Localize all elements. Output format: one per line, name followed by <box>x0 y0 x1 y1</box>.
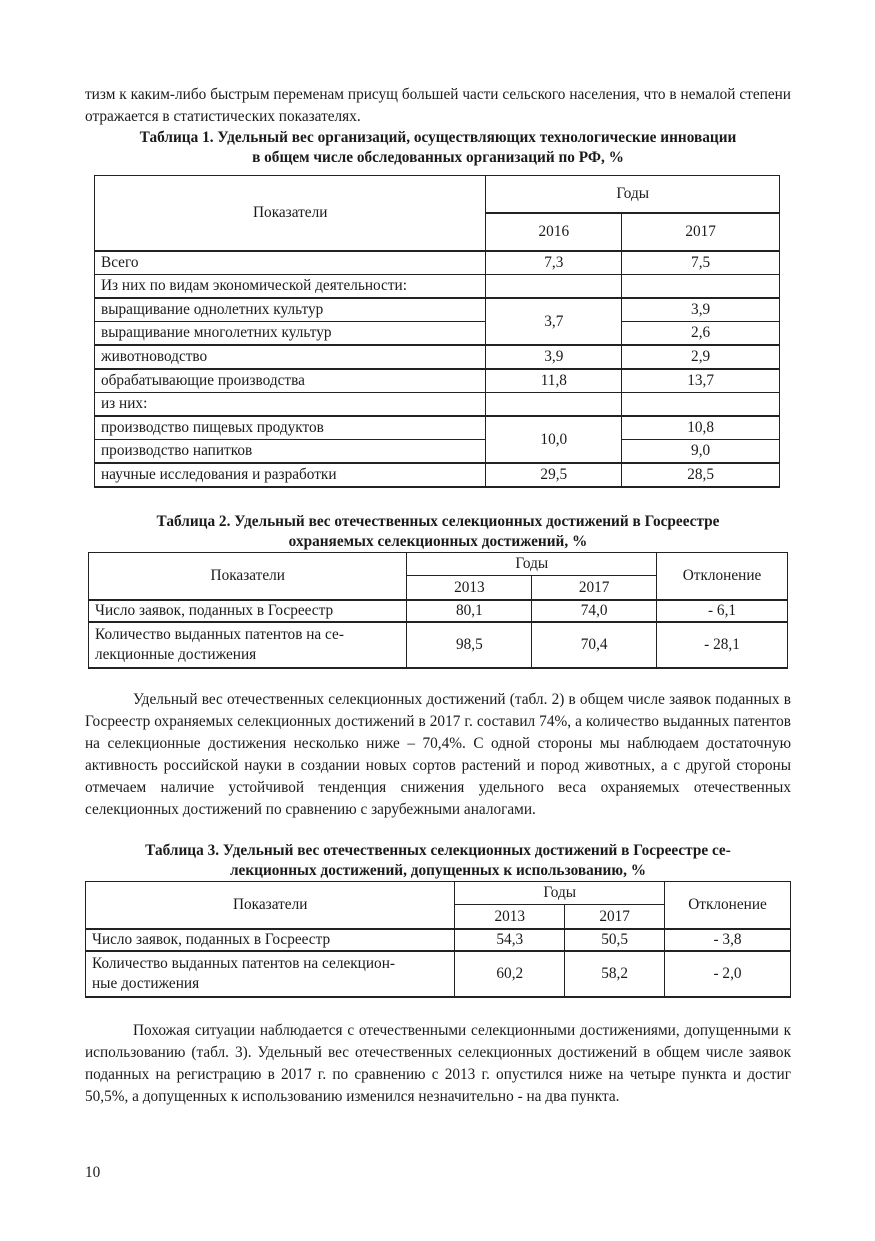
table1-cell-2016 <box>486 393 622 417</box>
table1-cell-2016 <box>486 275 622 299</box>
table2-cell-2017: 70,4 <box>532 622 657 668</box>
table1-cell-2017: 2,6 <box>622 322 780 346</box>
page-number: 10 <box>85 1164 101 1181</box>
table-row <box>95 298 780 322</box>
table1-cell-2016: 7,3 <box>486 251 622 275</box>
table1-cell-2016: 3,7 <box>486 298 622 345</box>
table2-cell-deviation: - 28,1 <box>657 622 788 668</box>
table3-cell-2013: 54,3 <box>455 929 565 951</box>
page-body <box>85 84 791 1108</box>
table-row <box>95 463 780 487</box>
table3-caption-line1: Таблица 3. Удельный вес отечественных селекционных достижений в Госреестре се- <box>145 842 731 859</box>
table3-header-year1: 2013 <box>455 905 565 929</box>
table-row <box>89 622 788 668</box>
table2-cell-2017: 74,0 <box>532 600 657 622</box>
table2-header-deviation: Отклонение <box>657 553 788 601</box>
table1-row-label: выращивание многолетних культур <box>95 322 486 346</box>
table1-row-label: выращивание однолетних культур <box>95 298 486 322</box>
table-row <box>95 322 780 346</box>
table1-cell-2016: 29,5 <box>486 463 622 487</box>
table1-row-label: обрабатывающие производства <box>95 369 486 393</box>
paragraph-2: Удельный вес отечественных селекционных достижений (табл. 2) в общем числе заявок поданных в Госреестр охраняемых селекционных достижений в 2017 г. составил 74%, а количество выданных патентов на селекционные достижения несколько ниже – 70,4%. С одной стороны мы наблюдаем достаточную активность российской науки в создании новых сортов растений и пород животных, а с другой стороны отмечаем наличие устойчивой тенденция снижения удельного веса охраняемых отечественных селекционных достижений по сравнению с зарубежными аналогами. <box>85 691 791 818</box>
table2-header-year2: 2017 <box>532 576 657 600</box>
table2-cell-2013: 98,5 <box>407 622 532 668</box>
table-row <box>95 275 780 299</box>
table1-caption-line1: Таблица 1. Удельный вес организаций, осуществляющих технологические инновации <box>139 129 737 146</box>
table3-caption <box>85 841 791 881</box>
table3-row-label: Количество выданных патентов на селекцион- ные достижения <box>86 951 455 997</box>
table3-cell-2017: 50,5 <box>565 929 665 951</box>
table3-header-years: Годы <box>455 882 665 905</box>
table1-cell-2017: 9,0 <box>622 440 780 464</box>
table1-row-label: производство напитков <box>95 440 486 464</box>
table1-cell-2017 <box>622 393 780 417</box>
table1-header-year2: 2017 <box>622 213 780 251</box>
table1-cell-2017: 13,7 <box>622 369 780 393</box>
table1-cell-2017: 10,8 <box>622 416 780 440</box>
table2-caption <box>85 512 791 552</box>
table1-row-label: из них: <box>95 393 486 417</box>
table-row <box>95 440 780 464</box>
table3-cell-deviation: - 3,8 <box>665 929 791 951</box>
table-row <box>95 393 780 417</box>
table3-cell-2017: 58,2 <box>565 951 665 997</box>
table1-header-years: Годы <box>486 176 780 214</box>
table1-cell-2017: 28,5 <box>622 463 780 487</box>
table1-cell-2016: 10,0 <box>486 416 622 463</box>
table2 <box>88 552 788 669</box>
table3-header-year2: 2017 <box>565 905 665 929</box>
table2-cell-2013: 80,1 <box>407 600 532 622</box>
table2-row-label: Число заявок, поданных в Госреестр <box>89 600 407 622</box>
table1-cell-2017: 7,5 <box>622 251 780 275</box>
table1-row-label: Из них по видам экономической деятельности: <box>95 275 486 299</box>
table-row <box>95 369 780 393</box>
table3-row-label: Число заявок, поданных в Госреестр <box>86 929 455 951</box>
table1-cell-2017: 3,9 <box>622 298 780 322</box>
table2-header-indicators: Показатели <box>89 553 407 601</box>
table-row <box>86 929 791 951</box>
table-row <box>95 416 780 440</box>
table1-row-label: Всего <box>95 251 486 275</box>
table1-header-indicators: Показатели <box>95 176 486 252</box>
table1-cell-2017: 2,9 <box>622 345 780 369</box>
table-row <box>95 251 780 275</box>
table-row <box>86 951 791 997</box>
table3-header-deviation: Отклонение <box>665 882 791 930</box>
table-row <box>89 600 788 622</box>
paragraph-3: Похожая ситуации наблюдается с отечественными селекционными достижениями, допущенными к использованию (табл. 3). Удельный вес отечественных селекционных достижений в общем числе заявок поданных на регистрацию в 2017 г. по сравнению с 2013 г. опустился ниже на четыре пункта и достиг 50,5%, а допущенных к использованию изменился незначительно - на два пункта. <box>85 1022 791 1105</box>
table1-row-label: животноводство <box>95 345 486 369</box>
table2-header-years: Годы <box>407 553 657 576</box>
table1-cell-2017 <box>622 275 780 299</box>
table3-cell-2013: 60,2 <box>455 951 565 997</box>
table2-header-year1: 2013 <box>407 576 532 600</box>
table1-cell-2016: 11,8 <box>486 369 622 393</box>
table1-row-label: производство пищевых продуктов <box>95 416 486 440</box>
table3-caption-line2: лекционных достижений, допущенных к использованию, % <box>229 862 647 879</box>
table-row <box>95 345 780 369</box>
table1-cell-2016: 3,9 <box>486 345 622 369</box>
table1-header-year1: 2016 <box>486 213 622 251</box>
table3-cell-deviation: - 2,0 <box>665 951 791 997</box>
table2-caption-line2: охраняемых селекционных достижений, % <box>288 533 588 550</box>
table2-cell-deviation: - 6,1 <box>657 600 788 622</box>
table2-caption-line1: Таблица 2. Удельный вес отечественных селекционных достижений в Госреестре <box>156 513 720 530</box>
table2-row-label: Количество выданных патентов на се- лекционные достижения <box>89 622 407 668</box>
table1 <box>94 175 780 488</box>
table1-caption-line2: в общем числе обследованных организаций по РФ, % <box>252 149 624 166</box>
table1-row-label: научные исследования и разработки <box>95 463 486 487</box>
table3-header-indicators: Показатели <box>86 882 455 930</box>
table1-caption <box>85 128 791 168</box>
intro-paragraph: тизм к каким-либо быстрым переменам присущ большей части сельского населения, что в немалой степени отражается в статистических показателях. <box>85 86 791 125</box>
table3 <box>85 881 791 998</box>
